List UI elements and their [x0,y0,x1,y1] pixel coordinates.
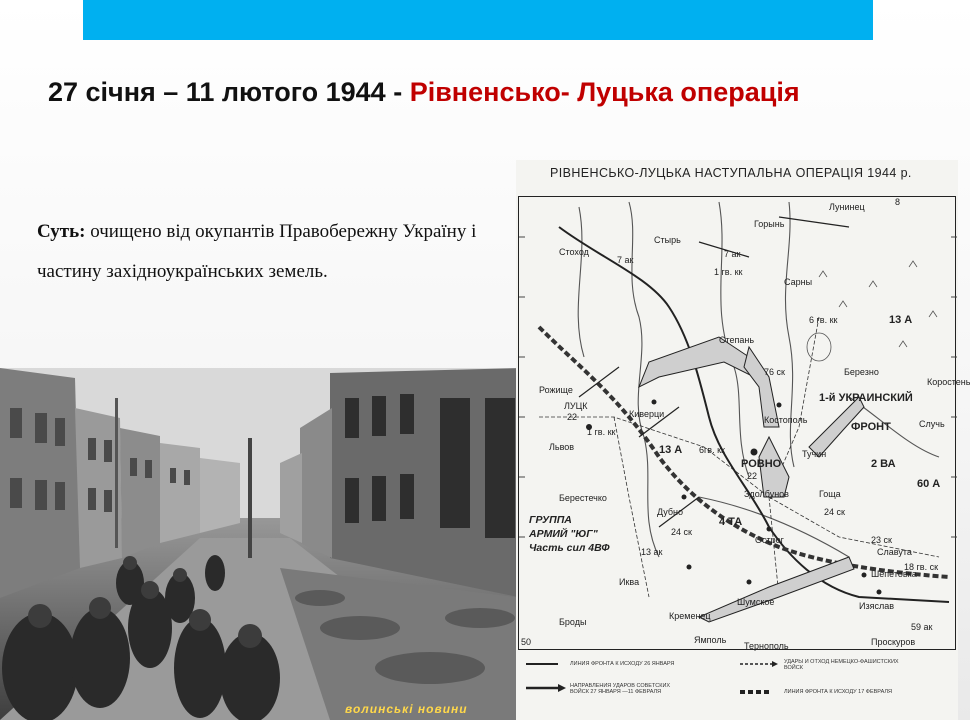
top-accent-bar [83,0,873,40]
map-label-yampol: Ямполь [694,635,727,645]
slide-title [48,74,838,111]
map-label-berezno: Березно [844,367,879,377]
photo-illustration [0,368,523,720]
map-label-rozhishche: Рожище [539,385,573,395]
map-label-shepetovka: Шепетовка [871,569,917,579]
map-label-stokhod: Стоход [559,247,589,257]
map-label-korosten: Коростень [927,377,970,387]
map-label-goshcha: Гоща [819,489,841,499]
map-label-sarny: Сарны [784,277,813,287]
map-label-23sk: 23 ск [871,535,892,545]
map-title: РІВНЕНСЬКО-ЛУЦЬКА НАСТУПАЛЬНА ОПЕРАЦІЯ 1944 р. [550,166,912,180]
map-label-7ak: 7 ак [617,255,634,265]
map-label-6gvkk-north: 6 гв. кк [809,315,838,325]
map-label-num-50: 50 [521,637,532,647]
map-label-shumskoe: Шумское [737,597,775,607]
map-label-1gvkk-west: 1 гв. кк [587,427,616,437]
map-label-luninets: Лунинец [829,202,865,212]
map-label-zdolbunov: Здолбунов [744,489,789,499]
legend-front-line-feb-17: ЛИНИЯ ФРОНТА К ИСХОДУ 17 ФЕВРАЛЯ [784,689,892,695]
map-label-dubno: Дубно [657,507,684,517]
title-dates: 27 січня – 11 лютого 1944 - [48,77,410,107]
map-label-4ta: 4 ТА [719,516,743,528]
map-label-2va: 2 ВА [871,458,896,470]
map-label-num-8: 8 [895,197,901,207]
map-label-6gvkk-rovno: 6гв. кк [699,445,725,455]
map-label-front-1: 1-й УКРАИНСКИЙ [819,392,913,404]
map-label-army-group-3: Часть сил 4ВФ [529,542,610,554]
legend-german-strikes: УДАРЫ И ОТХОД НЕМЕЦКО-ФАШИСТСКИХ ВОЙСК [784,659,899,671]
map-label-army-group-1: ГРУППА [529,514,572,526]
map-label-24sk-west: 24 ск [671,527,692,537]
summary-label: Суть: [37,221,86,242]
title-operation-name: Рівненсько- Луцька операція [409,77,800,107]
map-label-13ak: 13 ак [641,547,663,557]
map-label-59ak: 59 ак [911,622,933,632]
map-label-izyaslav: Изяслав [859,601,895,611]
summary-body: очищено від окупантів Правобережну Україну і частину західноукраїнських земель. [37,221,477,282]
operation-map [516,160,970,720]
map-label-kivertsy: Киверци [629,409,665,419]
map-label-num-22b: 22 [747,471,758,481]
map-label-front-2: ФРОНТ [851,421,891,433]
map-label-ostrog: Острог [755,535,784,545]
legend-soviet-strikes: НАПРАВЛЕНИЯ УДАРОВ СОВЕТСКИХ ВОЙСК 27 ЯНВАРЯ —11 ФЕВРАЛЯ [570,683,671,695]
map-drawing [519,197,957,651]
map-label-18gvsk: 18 гв. ск [904,562,939,572]
map-label-60a: 60 А [917,478,941,490]
summary-text-block [37,212,507,292]
historical-street-photo [0,368,523,720]
map-label-13a-west: 13 А [659,444,683,456]
map-label-lutsk: ЛУЦК [564,401,588,411]
map-label-13a-north: 13 А [889,314,913,326]
map-label-kostopol: Костополь [764,415,808,425]
map-label-1gvkk-north: 1 гв. кк [714,267,743,277]
map-label-7ak-second: 7 ак [724,249,741,259]
map-label-tuchin: Тучин [802,449,827,459]
map-frame [518,196,970,651]
map-label-lvov: Львов [549,442,575,452]
map-legend [518,654,956,718]
map-label-num-22a: 22 [567,412,578,422]
map-label-kremenets: Кременец [669,611,711,621]
photo-watermark: волинські новини [345,702,468,716]
map-label-24sk-east: 24 ск [824,507,845,517]
map-label-army-group-2: АРМИЙ "ЮГ" [529,528,598,540]
map-label-iqva: Иква [619,577,640,587]
legend-front-line-jan-26: ЛИНИЯ ФРОНТА К ИСХОДУ 26 ЯНВАРЯ [570,661,675,667]
map-label-berestechko: Берестечко [559,493,607,503]
map-label-sluch: Случь [919,419,945,429]
map-label-brody: Броды [559,617,587,627]
map-label-rovno: РОВНО [741,458,782,470]
map-label-ternopol: Тернополь [744,641,789,651]
map-label-76sk: 76 ск [764,367,785,377]
map-label-stepan: Степань [719,335,755,345]
map-label-styr: Стырь [654,235,681,245]
map-label-proskurov: Проскуров [871,637,916,647]
map-label-goryn: Горынь [754,219,785,229]
map-label-slavuta: Славута [877,547,912,557]
